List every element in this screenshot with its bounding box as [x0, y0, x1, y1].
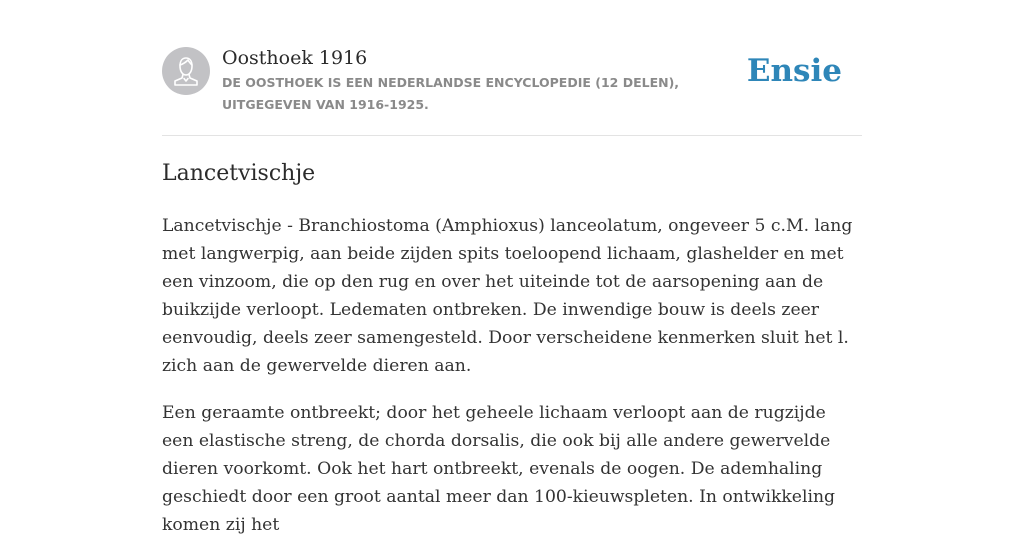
article-title: Lancetvischje	[162, 161, 316, 186]
user-icon	[162, 47, 210, 95]
article-paragraph: Een geraamte ontbreekt; door het geheele lichaam verloopt aan de rugzijde een elastische streng, de chorda dorsalis, die ook bij alle andere gewervelde dieren voorkomt. Ook het hart ontbreekt, evenals de oogen. De ademhaling geschiedt door een groot aantal meer dan 100-kieuwspleten. In ontwikkeling komen zij het	[162, 403, 836, 535]
source-header	[162, 46, 862, 136]
ensie-logo[interactable]: Ensie	[746, 53, 842, 89]
article-body	[162, 212, 862, 558]
article-paragraph: Lancetvischje - Branchiostoma (Amphioxus) lanceolatum, ongeveer 5 c.M. lang met langwerpig, aan beide zijden spits toeloopend lichaam, glashelder en met een vinzoom, die op den rug en over het uiteinde tot de aarsopening aan de buikzijde verloopt. Ledematen ontbreken. De inwendige bouw is deels zeer eenvoudig, deels zeer samengesteld. Door verscheidene kenmerken sluit het l. zich aan de gewervelde dieren aan.	[162, 216, 853, 376]
source-description: DE OOSTHOEK IS EEN NEDERLANDSE ENCYCLOPEDIE (12 DELEN), UITGEGEVEN VAN 1916-1925.	[222, 75, 680, 112]
avatar[interactable]	[162, 47, 210, 95]
source-name[interactable]: Oosthoek 1916	[222, 47, 368, 69]
header-divider	[162, 135, 862, 136]
